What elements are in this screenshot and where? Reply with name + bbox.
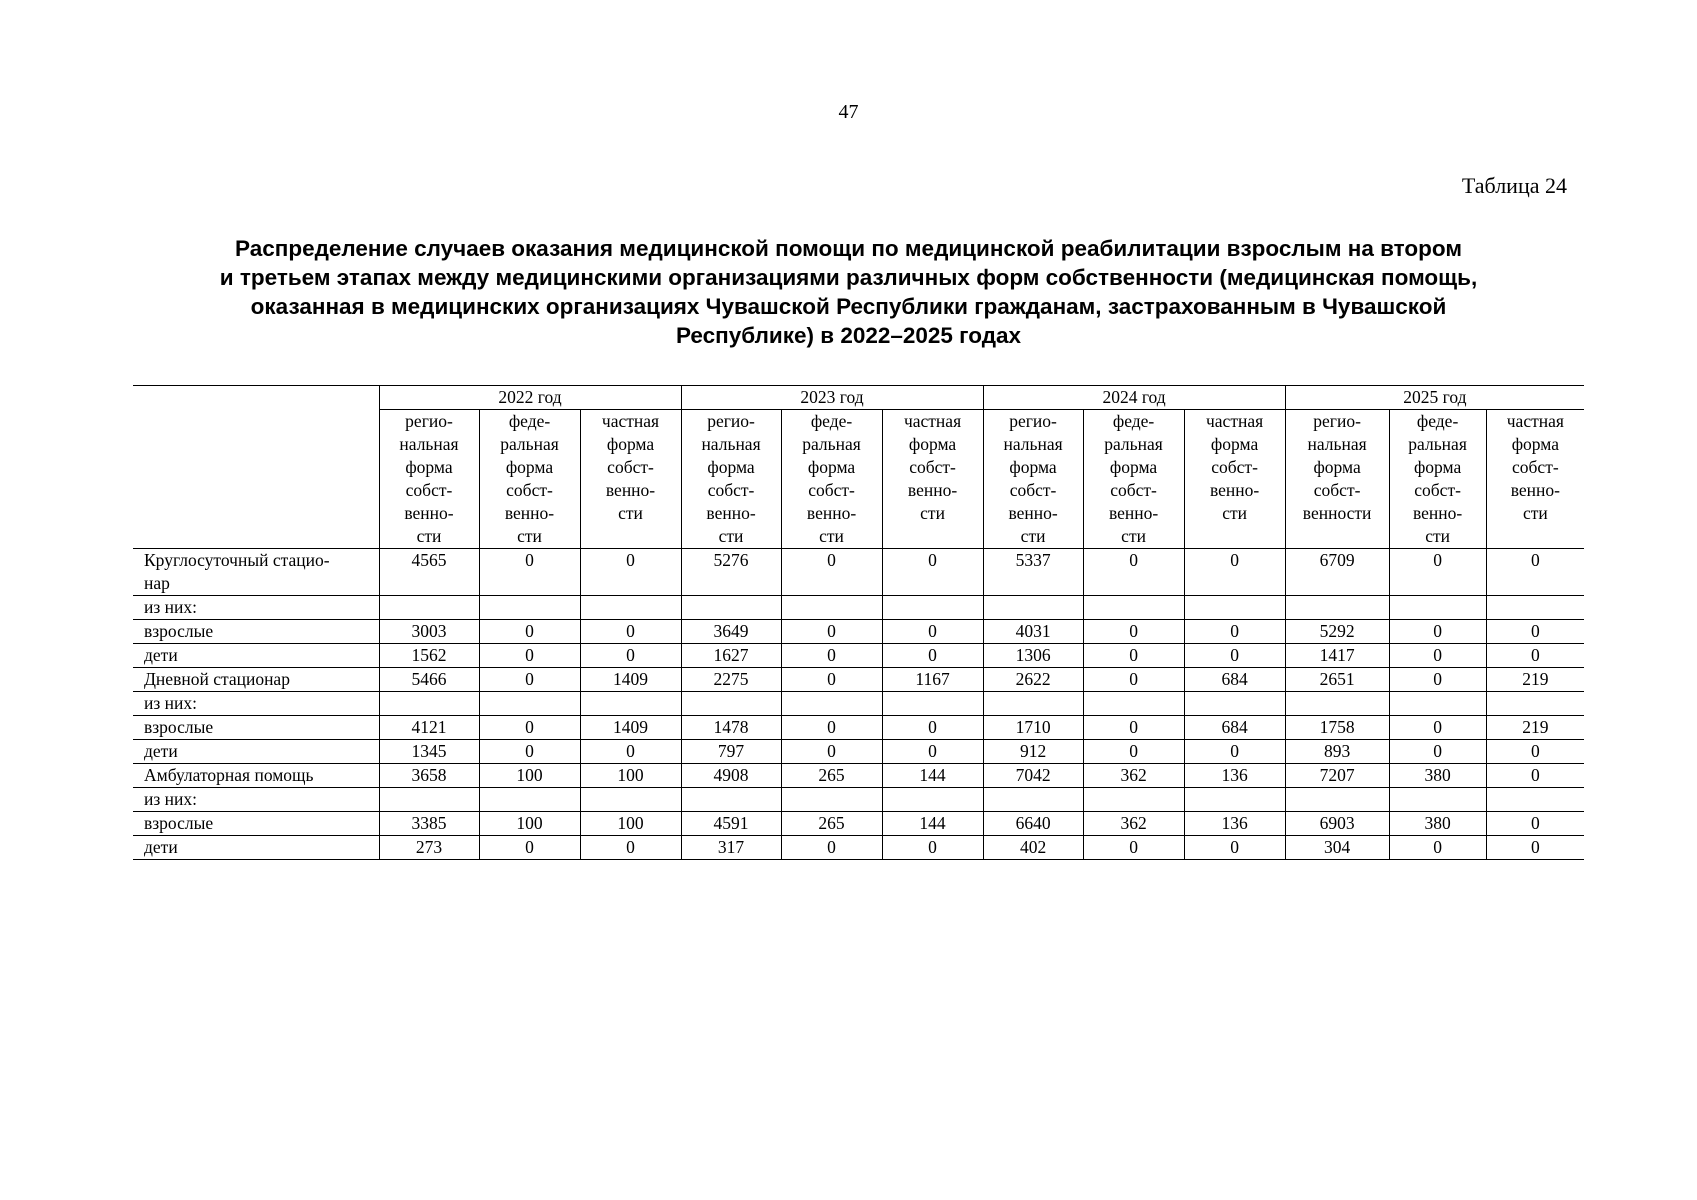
- value-cell: 0: [781, 644, 882, 668]
- ownership-header: [379, 410, 479, 549]
- value-cell: 0: [479, 836, 580, 860]
- ownership-header-line: сти: [1425, 526, 1450, 546]
- row-label: взрослые: [133, 620, 379, 644]
- value-cell: 5292: [1285, 620, 1389, 644]
- ownership-header-line: собст-: [1211, 457, 1258, 477]
- ownership-header-line: феде-: [1416, 411, 1459, 431]
- ownership-header-line: нальная: [701, 434, 761, 454]
- value-cell: 4908: [681, 764, 781, 788]
- value-cell: 0: [1184, 836, 1285, 860]
- value-cell: 402: [983, 836, 1083, 860]
- value-cell: 7207: [1285, 764, 1389, 788]
- value-cell: 144: [882, 764, 983, 788]
- ownership-header-line: частная: [903, 411, 962, 431]
- ownership-header-line: собст-: [1009, 480, 1057, 500]
- value-cell: 0: [580, 644, 681, 668]
- value-cell: 0: [882, 740, 983, 764]
- ownership-header-line: собст-: [1110, 480, 1157, 500]
- value-cell: 684: [1184, 716, 1285, 740]
- ownership-header-line: форма: [1109, 457, 1158, 477]
- value-cell: 0: [1389, 716, 1486, 740]
- ownership-header-line: сти: [718, 526, 744, 546]
- ownership-header-line: форма: [1009, 457, 1057, 477]
- table-row: [133, 764, 1584, 788]
- value-cell: 1345: [379, 740, 479, 764]
- value-cell: 1758: [1285, 716, 1389, 740]
- year-header: 2022 год: [379, 386, 681, 410]
- value-cell: 100: [479, 812, 580, 836]
- value-cell: 0: [781, 668, 882, 692]
- ownership-header: [1486, 410, 1584, 549]
- ownership-header-line: собст-: [1313, 480, 1361, 500]
- ownership-header-line: частная: [601, 411, 660, 431]
- value-cell: 0: [781, 716, 882, 740]
- ownership-header-line: нальная: [1003, 434, 1063, 454]
- value-cell: [983, 692, 1083, 716]
- value-cell: [379, 692, 479, 716]
- value-cell: [1486, 692, 1584, 716]
- year-header: 2023 год: [681, 386, 983, 410]
- value-cell: [681, 788, 781, 812]
- table-row: [133, 668, 1584, 692]
- value-cell: [580, 692, 681, 716]
- value-cell: 0: [479, 668, 580, 692]
- ownership-header-line: венно-: [1412, 503, 1463, 523]
- ownership-header-line: форма: [707, 457, 755, 477]
- value-cell: [1184, 692, 1285, 716]
- value-cell: 893: [1285, 740, 1389, 764]
- value-cell: 219: [1486, 716, 1584, 740]
- value-cell: 2622: [983, 668, 1083, 692]
- value-cell: 4121: [379, 716, 479, 740]
- ownership-header-line: феде-: [810, 411, 853, 431]
- value-cell: 797: [681, 740, 781, 764]
- year-header: 2024 год: [983, 386, 1285, 410]
- table-row: [133, 836, 1584, 860]
- value-cell: [882, 788, 983, 812]
- title-line: Распределение случаев оказания медицинской помощи по медицинской реабилитации взрослым на втором: [235, 236, 1462, 261]
- value-cell: 0: [1389, 644, 1486, 668]
- value-cell: 0: [479, 740, 580, 764]
- value-cell: 684: [1184, 668, 1285, 692]
- ownership-header: [580, 410, 681, 549]
- value-cell: 0: [1083, 644, 1184, 668]
- value-cell: [379, 596, 479, 620]
- row-label: дети: [133, 740, 379, 764]
- value-cell: 3385: [379, 812, 479, 836]
- value-cell: 2275: [681, 668, 781, 692]
- ownership-header-line: нальная: [1307, 434, 1367, 454]
- ownership-header-line: регио-: [1009, 411, 1057, 431]
- title-line: оказанная в медицинских организациях Чувашской Республики гражданам, застрахованным в Чувашской: [250, 294, 1447, 319]
- ownership-header-line: сти: [1020, 526, 1046, 546]
- value-cell: [983, 596, 1083, 620]
- value-cell: 1409: [580, 668, 681, 692]
- ownership-header-line: собст-: [506, 480, 553, 500]
- value-cell: 0: [1389, 740, 1486, 764]
- ownership-header-line: сти: [1522, 503, 1548, 523]
- ownership-header-line: сти: [517, 526, 542, 546]
- table-row: [133, 740, 1584, 764]
- ownership-header: [1083, 410, 1184, 549]
- table-row: [133, 716, 1584, 740]
- row-label: дети: [133, 836, 379, 860]
- ownership-header-line: венно-: [706, 503, 756, 523]
- value-cell: [681, 692, 781, 716]
- value-cell: 1478: [681, 716, 781, 740]
- value-cell: 136: [1184, 812, 1285, 836]
- value-cell: 0: [1486, 644, 1584, 668]
- ownership-header-line: собст-: [909, 457, 956, 477]
- ownership-header-line: регио-: [1313, 411, 1361, 431]
- value-cell: 317: [681, 836, 781, 860]
- value-cell: [1083, 788, 1184, 812]
- value-cell: 0: [1389, 836, 1486, 860]
- value-cell: 0: [1486, 549, 1584, 596]
- ownership-header-line: собст-: [808, 480, 855, 500]
- value-cell: [781, 788, 882, 812]
- ownership-header-line: ральная: [802, 434, 861, 454]
- value-cell: [1486, 788, 1584, 812]
- ownership-header-line: сти: [416, 526, 442, 546]
- value-cell: 4565: [379, 549, 479, 596]
- row-label: взрослые: [133, 716, 379, 740]
- value-cell: [379, 788, 479, 812]
- value-cell: 0: [882, 549, 983, 596]
- table-row: [133, 644, 1584, 668]
- value-cell: 0: [580, 549, 681, 596]
- table-row: [133, 620, 1584, 644]
- value-cell: 0: [1486, 764, 1584, 788]
- ownership-header-line: частная: [1506, 411, 1564, 431]
- value-cell: 3649: [681, 620, 781, 644]
- value-cell: 0: [1184, 549, 1285, 596]
- value-cell: 1710: [983, 716, 1083, 740]
- value-cell: 0: [1083, 740, 1184, 764]
- value-cell: 0: [1389, 549, 1486, 596]
- value-cell: 912: [983, 740, 1083, 764]
- ownership-header-line: феде-: [508, 411, 551, 431]
- value-cell: 0: [1184, 644, 1285, 668]
- ownership-header-line: венно-: [605, 480, 656, 500]
- value-cell: [882, 596, 983, 620]
- ownership-header-line: форма: [505, 457, 554, 477]
- value-cell: 1627: [681, 644, 781, 668]
- ownership-header-line: собст-: [707, 480, 755, 500]
- ownership-header-line: сти: [618, 503, 643, 523]
- value-cell: [1389, 692, 1486, 716]
- value-cell: 0: [479, 716, 580, 740]
- value-cell: [681, 596, 781, 620]
- value-cell: [479, 596, 580, 620]
- row-label: Дневной стационар: [133, 668, 379, 692]
- ownership-header-line: венно-: [806, 503, 857, 523]
- value-cell: 265: [781, 812, 882, 836]
- value-cell: 5276: [681, 549, 781, 596]
- ownership-header-line: форма: [1413, 457, 1462, 477]
- ownership-header-line: сти: [819, 526, 844, 546]
- value-cell: [1184, 596, 1285, 620]
- value-cell: 0: [1486, 812, 1584, 836]
- value-cell: 0: [1083, 549, 1184, 596]
- value-cell: 0: [479, 644, 580, 668]
- value-cell: [1389, 788, 1486, 812]
- value-cell: 2651: [1285, 668, 1389, 692]
- value-cell: 380: [1389, 812, 1486, 836]
- ownership-header: [1389, 410, 1486, 549]
- title-line: Республике) в 2022–2025 годах: [675, 323, 1022, 348]
- ownership-header-line: ральная: [1408, 434, 1467, 454]
- value-cell: [479, 788, 580, 812]
- value-cell: 3003: [379, 620, 479, 644]
- value-cell: 0: [882, 716, 983, 740]
- table-row: [133, 596, 1584, 620]
- ownership-header-line: форма: [807, 457, 856, 477]
- value-cell: 0: [882, 620, 983, 644]
- table-body: [133, 549, 1584, 860]
- page-number: 47: [838, 101, 859, 123]
- ownership-header-line: форма: [606, 434, 655, 454]
- corner-cell: [133, 386, 379, 549]
- ownership-header-line: регио-: [405, 411, 453, 431]
- value-cell: 5466: [379, 668, 479, 692]
- value-cell: 0: [1486, 620, 1584, 644]
- table-label: Таблица 24: [1461, 173, 1567, 198]
- value-cell: 1417: [1285, 644, 1389, 668]
- value-cell: 0: [1389, 620, 1486, 644]
- ownership-header-line: венно-: [1108, 503, 1159, 523]
- row-label: Круглосуточный стацио- нар: [133, 549, 379, 596]
- value-cell: [580, 596, 681, 620]
- table-row: [133, 692, 1584, 716]
- row-label: из них:: [133, 596, 379, 620]
- value-cell: 0: [1389, 668, 1486, 692]
- data-table: [133, 385, 1584, 860]
- ownership-header-line: сти: [1121, 526, 1146, 546]
- value-cell: 4591: [681, 812, 781, 836]
- value-cell: 0: [781, 549, 882, 596]
- value-cell: 1562: [379, 644, 479, 668]
- value-cell: 0: [580, 740, 681, 764]
- row-label: дети: [133, 644, 379, 668]
- value-cell: 0: [1083, 668, 1184, 692]
- value-cell: [781, 596, 882, 620]
- value-cell: 0: [1486, 740, 1584, 764]
- ownership-header-line: венно-: [404, 503, 454, 523]
- ownership-header: [1184, 410, 1285, 549]
- value-cell: 0: [1184, 620, 1285, 644]
- ownership-header-line: собст-: [405, 480, 453, 500]
- value-cell: 1306: [983, 644, 1083, 668]
- ownership-header: [1285, 410, 1389, 549]
- value-cell: 0: [781, 620, 882, 644]
- value-cell: 6640: [983, 812, 1083, 836]
- ownership-header-line: венности: [1302, 503, 1372, 523]
- ownership-header-line: сти: [1222, 503, 1247, 523]
- value-cell: [781, 692, 882, 716]
- value-cell: 0: [479, 549, 580, 596]
- value-cell: [1285, 692, 1389, 716]
- ownership-header-line: венно-: [1008, 503, 1058, 523]
- ownership-header-line: венно-: [1209, 480, 1260, 500]
- value-cell: 0: [882, 644, 983, 668]
- ownership-header-line: нальная: [399, 434, 459, 454]
- value-cell: [882, 692, 983, 716]
- ownership-header-line: форма: [1210, 434, 1259, 454]
- table-row: [133, 788, 1584, 812]
- value-cell: [580, 788, 681, 812]
- title-line: и третьем этапах между медицинскими организациями различных форм собственности (медицинская помощь,: [219, 265, 1478, 290]
- ownership-header-line: собст-: [1414, 480, 1461, 500]
- value-cell: 380: [1389, 764, 1486, 788]
- value-cell: 0: [1083, 836, 1184, 860]
- year-header-row: [133, 386, 1584, 410]
- value-cell: 7042: [983, 764, 1083, 788]
- value-cell: [1486, 596, 1584, 620]
- value-cell: 304: [1285, 836, 1389, 860]
- value-cell: 0: [479, 620, 580, 644]
- value-cell: [1083, 692, 1184, 716]
- value-cell: 0: [1083, 716, 1184, 740]
- ownership-header-line: собст-: [1512, 457, 1559, 477]
- value-cell: [983, 788, 1083, 812]
- value-cell: 0: [781, 836, 882, 860]
- value-cell: 100: [580, 764, 681, 788]
- value-cell: 6903: [1285, 812, 1389, 836]
- value-cell: [1285, 788, 1389, 812]
- ownership-header: [983, 410, 1083, 549]
- value-cell: 136: [1184, 764, 1285, 788]
- ownership-header-line: собст-: [607, 457, 654, 477]
- table-row: [133, 549, 1584, 596]
- value-cell: 144: [882, 812, 983, 836]
- value-cell: 4031: [983, 620, 1083, 644]
- value-cell: 0: [1184, 740, 1285, 764]
- value-cell: 5337: [983, 549, 1083, 596]
- value-cell: 6709: [1285, 549, 1389, 596]
- row-label: взрослые: [133, 812, 379, 836]
- value-cell: 0: [580, 836, 681, 860]
- ownership-header: [479, 410, 580, 549]
- value-cell: 3658: [379, 764, 479, 788]
- document-title: [150, 234, 1547, 350]
- value-cell: 100: [580, 812, 681, 836]
- value-cell: 0: [882, 836, 983, 860]
- ownership-header: [882, 410, 983, 549]
- row-label: из них:: [133, 788, 379, 812]
- ownership-header: [781, 410, 882, 549]
- ownership-header-line: ральная: [1104, 434, 1163, 454]
- ownership-header-line: венно-: [504, 503, 555, 523]
- value-cell: 0: [580, 620, 681, 644]
- value-cell: [479, 692, 580, 716]
- ownership-header-line: сти: [920, 503, 945, 523]
- value-cell: 0: [781, 740, 882, 764]
- value-cell: 219: [1486, 668, 1584, 692]
- value-cell: 265: [781, 764, 882, 788]
- value-cell: 0: [1083, 620, 1184, 644]
- value-cell: [1184, 788, 1285, 812]
- value-cell: [1285, 596, 1389, 620]
- ownership-header-line: форма: [1313, 457, 1361, 477]
- value-cell: 362: [1083, 812, 1184, 836]
- ownership-header-line: венно-: [907, 480, 958, 500]
- value-cell: 273: [379, 836, 479, 860]
- ownership-header-line: феде-: [1112, 411, 1155, 431]
- row-label: из них:: [133, 692, 379, 716]
- value-cell: 100: [479, 764, 580, 788]
- ownership-header-line: частная: [1205, 411, 1264, 431]
- ownership-header-line: форма: [1511, 434, 1559, 454]
- value-cell: [1083, 596, 1184, 620]
- row-label: Амбулаторная помощь: [133, 764, 379, 788]
- ownership-header-line: венно-: [1510, 480, 1560, 500]
- ownership-header-line: ральная: [500, 434, 559, 454]
- ownership-header: [681, 410, 781, 549]
- value-cell: 362: [1083, 764, 1184, 788]
- value-cell: 0: [1486, 836, 1584, 860]
- year-header: 2025 год: [1285, 386, 1584, 410]
- value-cell: 1167: [882, 668, 983, 692]
- ownership-header-line: форма: [405, 457, 453, 477]
- ownership-header-line: форма: [908, 434, 957, 454]
- table-row: [133, 812, 1584, 836]
- value-cell: 1409: [580, 716, 681, 740]
- ownership-header-line: регио-: [707, 411, 755, 431]
- value-cell: [1389, 596, 1486, 620]
